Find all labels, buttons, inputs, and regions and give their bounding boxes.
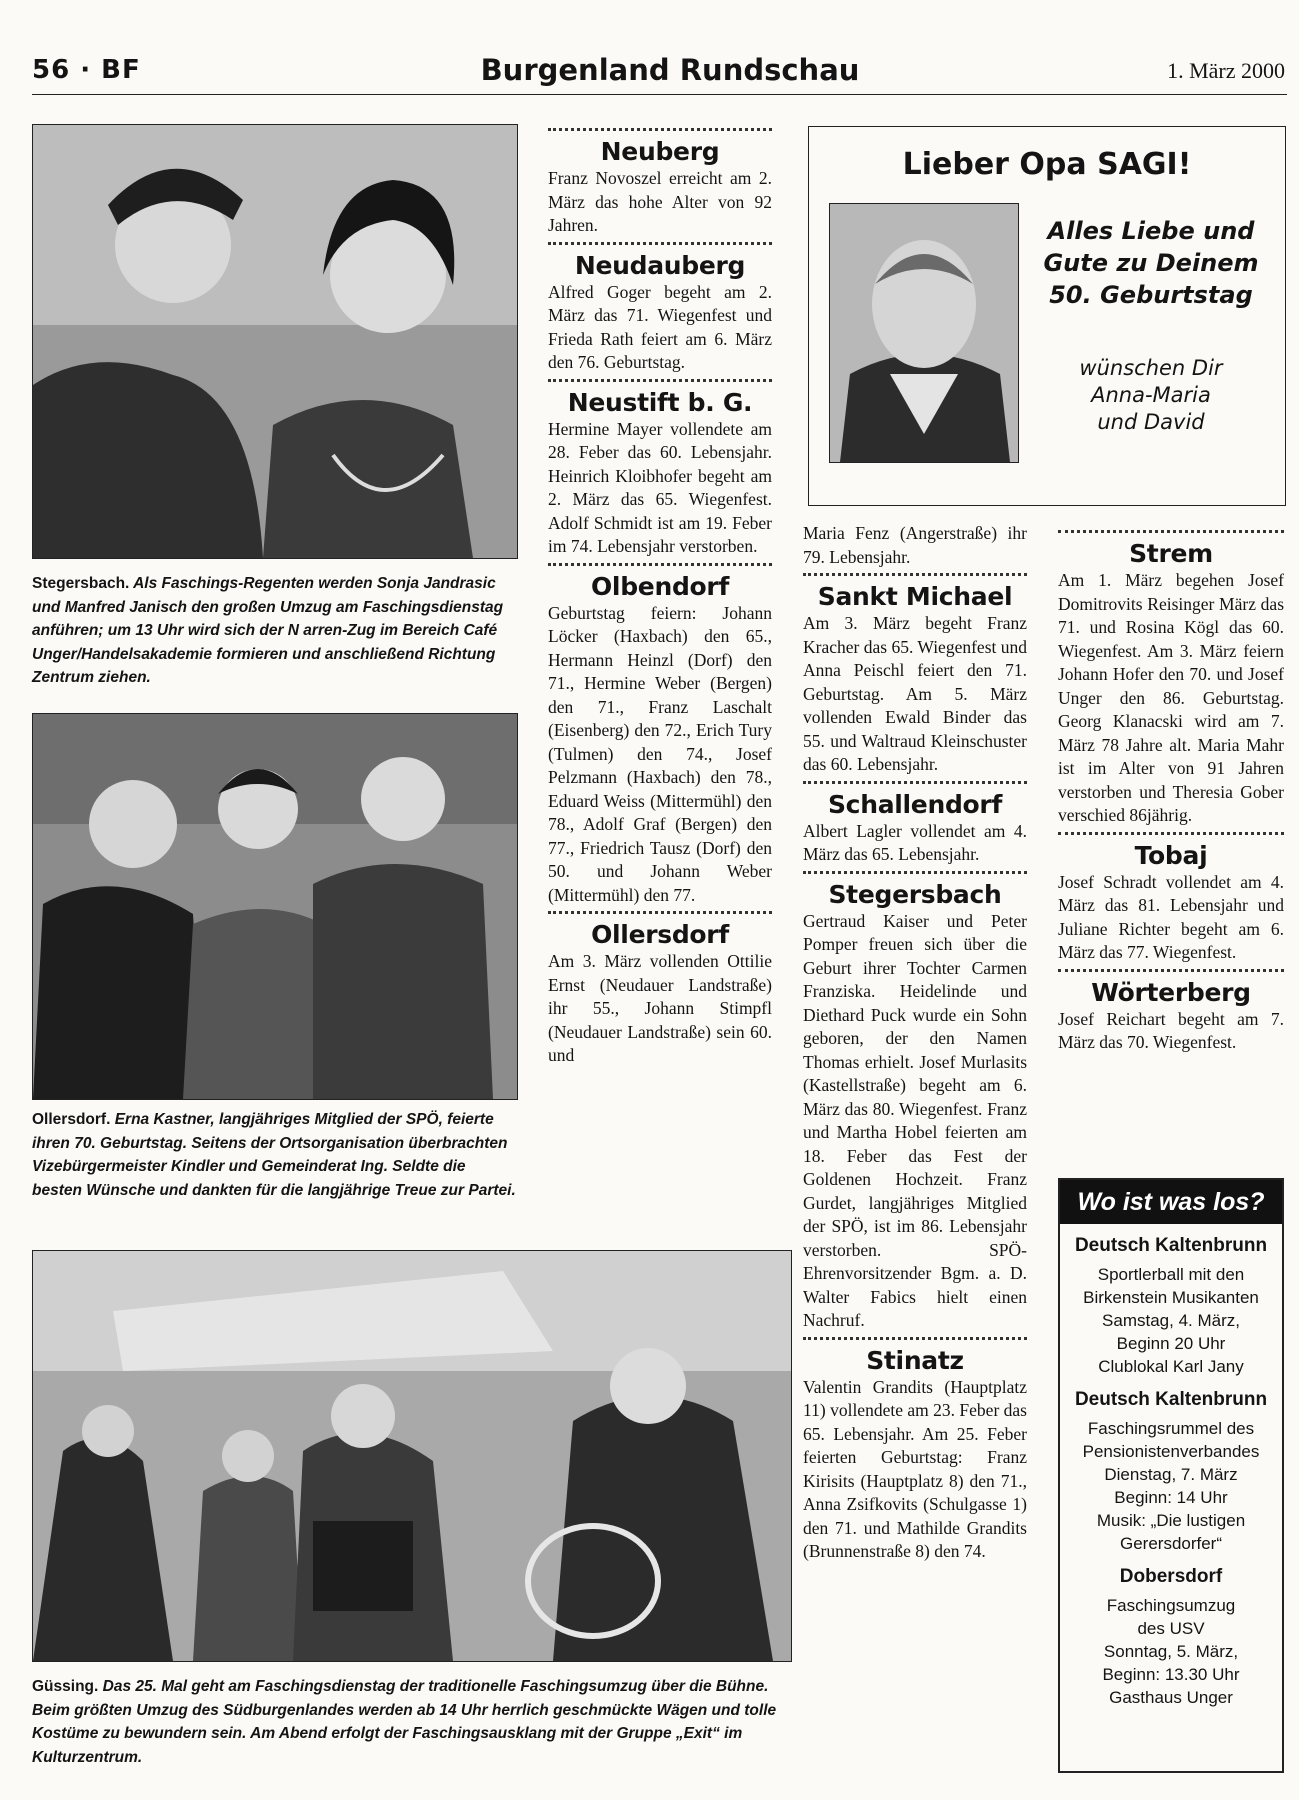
event-line: Faschingsumzug [1106,1596,1236,1615]
section-text: Josef Reichart begeht am 7. März das 70. Wiegenfest. [1058,1008,1284,1052]
section-title: Tobaj [1134,840,1208,870]
event-line: Samstag, 4. März, [1102,1311,1240,1330]
event-line: Clublokal Karl Jany [1098,1357,1244,1376]
section-text: Hermine Mayer vollendete am 28. Feber das 60. Lebensjahr. Heinrich Kloibhofer begeht am 2. März das 65. Wiegenfest. Adolf Schmidt ist am 19. Feber im 74. Lebensjahr verstorben. [548,418,772,556]
section-title: Stegersbach [828,879,1002,909]
section-stegersbach [803,871,1027,1333]
event-line: Gasthaus Unger [1109,1688,1233,1707]
caption-place: Stegersbach. [32,575,130,592]
event-line: Beginn: 13.30 Uhr [1102,1665,1240,1684]
section-text: Alfred Goger begeht am 2. März das 71. Wiegenfest und Frieda Rath feiert am 6. März den 76. Geburtstag. [548,281,772,372]
caption-ollersdorf [32,1108,516,1202]
section-title: Strem [1129,539,1213,568]
caption-place: Ollersdorf. [32,1111,111,1128]
event-item [1064,1565,1278,1709]
section-title: Neuberg [600,137,720,166]
photo-trio [32,713,518,1100]
section-title: Wörterberg [1091,977,1251,1007]
newspaper-title: Burgenland Rundschau [480,53,860,87]
section-sankt-michael [803,573,1027,777]
section-text: Albert Lagler vollendet am 4. März das 65. Lebensjahr. [803,820,1027,864]
section-title: Ollersdorf [591,920,729,949]
section-schallendorf [803,781,1027,867]
column-notices-4 [803,522,1027,1564]
photo-trio-image [33,714,517,1099]
page-number: 56 · BF [32,55,141,85]
event-place: Deutsch Kaltenbrunn [1074,1235,1268,1256]
photo-parade [32,1250,792,1662]
event-line: Faschingsrummel des [1087,1419,1255,1438]
section-title: Schallendorf [827,789,1003,819]
section-text: Valentin Grandits (Hauptplatz 11) vollendete am 23. Feber das 65. Lebensjahr. Am 25. Feber feierten Geburtstag: Franz Kirisits (Hauptplatz 8) den 71., Anna Zsifkovits (Schulgasse 1) den 71. und Mathilde Grandits (Brunnenstraße 8) den 74. [803,1376,1027,1561]
event-item [1064,1234,1278,1378]
section-title: Neudauberg [574,250,746,280]
section-title: Olbendorf [590,571,730,601]
photo-parade-image [33,1251,791,1661]
caption-text: Das 25. Mal geht am Faschingsdienstag der traditionelle Faschingsumzug über die Bühne. Beim größten Umzug des Südburgenlandes werden ab 14 Uhr herrlich geschmückte Wägen und tolle Kostüme zu bewundern sein. Am Abend erfolgt der Faschingsausklang mit der Gruppe „Exit“ im Kulturzentrum. [32,1678,777,1766]
section-text: Gertraud Kaiser und Peter Pomper freuen sich über die Geburt ihrer Tochter Carmen Franziska. Heidelinde und Diethard Puck wurde ein Sohn geboren, der den Namen Thomas erhielt. Josef Murlasits (Kastellstraße) begeht am 6. März das 80. Wiegenfest. Franz und Martha Hobel feierten am 18. Feber das Fest der Goldenen Hochzeit. Franz Gurdet, langjähriges Mitglied der SPÖ, ist im 86. Lebensjahr verstorben. SPÖ-Ehrenvorsitzender Bgm. a. D. Walter Fabics hielt einen Nachruf. [803,910,1027,1330]
greeting-from-line2: Anna-Maria [1091,383,1211,407]
photo-portrait-image [830,204,1018,462]
caption-guessing [32,1675,790,1769]
header-rule [32,94,1287,95]
section-stinatz [803,1337,1027,1564]
section-neustift [548,379,772,559]
photo-couple [32,124,518,559]
section-text: Josef Schradt vollendet am 4. März das 81. Lebensjahr und Juliane Richter begeht am 6. März das 77. Wiegenfest. [1058,871,1284,962]
event-item [1064,1388,1278,1555]
section-text: Franz Novoszel erreicht am 2. März das hohe Alter von 92 Jahren. [548,168,772,235]
events-title: Wo ist was los? [1060,1180,1282,1224]
event-line: Sonntag, 5. März, [1103,1642,1239,1661]
caption-text: Erna Kastner, langjähriges Mitglied der SPÖ, feierte ihren 70. Geburtstag. Seitens der Ortsorganisation überbrachten Vizebürgermeister Kindler und Gemeinderat Ing. Seldte die besten Wünsche und dankten für die langjährige Treue zur Partei. [32,1111,516,1199]
greeting-from-line3: und David [1097,410,1205,434]
caption-text: Als Faschings-Regenten werden Sonja Jandrasic und Manfred Janisch den großen Umzug am Faschingsdienstag anführen; um 13 Uhr wird sich der N arren-Zug im Bereich Café Unger/Handelsakademie formieren und anschließend Richtung Zentrum ziehen. [32,575,504,686]
photo-couple-image [33,125,517,558]
section-text: Am 3. März vollenden Ottilie Ernst (Neudauer Landstraße) ihr 55., Johann Stimpfl (Neudauer Landstraße) sein 60. und [548,951,772,1065]
event-line: des USV [1137,1619,1205,1638]
event-line: Musik: „Die lustigen [1096,1511,1246,1530]
events-box [1058,1178,1284,1773]
event-place: Deutsch Kaltenbrunn [1074,1389,1268,1410]
event-place: Dobersdorf [1119,1566,1223,1587]
photo-portrait [829,203,1019,463]
section-text: Am 1. März begehen Josef Domitrovits Reisinger März das 71. und Rosina Kögl das 60. Wiegenfest. Am 3. März feiern Johann Hofer den 70. und Josef Unger den 86. Geburtstag. Georg Klanacski wird am 7. März 78 Jahre alt. Maria Mahr ist im Alter von 91 Jahren verstorben und Theresia Gober verschied 86jährig. [1058,570,1284,825]
section-tobaj [1058,832,1284,965]
continued-text: Maria Fenz (Angerstraße) ihr 79. Lebensjahr. [803,523,1027,567]
event-line: Gerersdorfer“ [1119,1534,1223,1553]
event-line: Beginn: 14 Uhr [1114,1488,1228,1507]
section-neudauberg [548,242,772,375]
caption-stegersbach [32,572,516,690]
event-line: Birkenstein Musikanten [1083,1288,1259,1307]
section-ollersdorf [548,911,772,1068]
section-woerterberg [1058,969,1284,1055]
event-line: Pensionistenverbandes [1082,1442,1260,1461]
column-notices-5 [1058,522,1284,1055]
section-text: Geburtstag feiern: Johann Löcker (Haxbach) den 65., Hermann Heinzl (Dorf) den 71., Hermine Weber (Bergen) den 71., Franz Laschalt (Eisenberg) den 72., Erich Tury (Tulmen) den 74., Josef Pelzmann (Haxbach) den 78., Eduard Weiss (Mittermühl) den 78., Adolf Graf (Bergen) den 77., Friedrich Tausz (Dorf) den 50. und Johann Weber (Mittermühl) den 77. [548,602,772,905]
section-text: Am 3. März begeht Franz Kracher das 65. Wiegenfest und Anna Peischl feiert den 71. Geburtstag. Am 5. März vollenden Ewald Binder das 55. und Waltraud Kleinschuster das 60. Lebensjahr. [803,613,1027,774]
greeting-heading: Lieber Opa SAGI! [902,147,1192,182]
greeting-wish: Alles Liebe und Gute zu Deinem 50. Geburtstag [1043,217,1259,309]
greeting-box [808,126,1286,506]
event-line: Dienstag, 7. März [1104,1465,1238,1484]
section-olbendorf [548,563,772,908]
section-title: Neustift b. G. [567,387,753,417]
section-neuberg [548,128,772,238]
caption-place: Güssing. [32,1678,99,1695]
greeting-from-line1: wünschen Dir [1079,356,1223,380]
issue-date: 1. März 2000 [1167,58,1285,83]
section-title: Sankt Michael [817,582,1013,611]
event-line: Sportlerball mit den [1097,1265,1245,1284]
section-title: Stinatz [866,1345,964,1375]
section-strem [1058,530,1284,828]
event-line: Beginn 20 Uhr [1116,1334,1226,1353]
column-notices-3 [548,124,772,1068]
